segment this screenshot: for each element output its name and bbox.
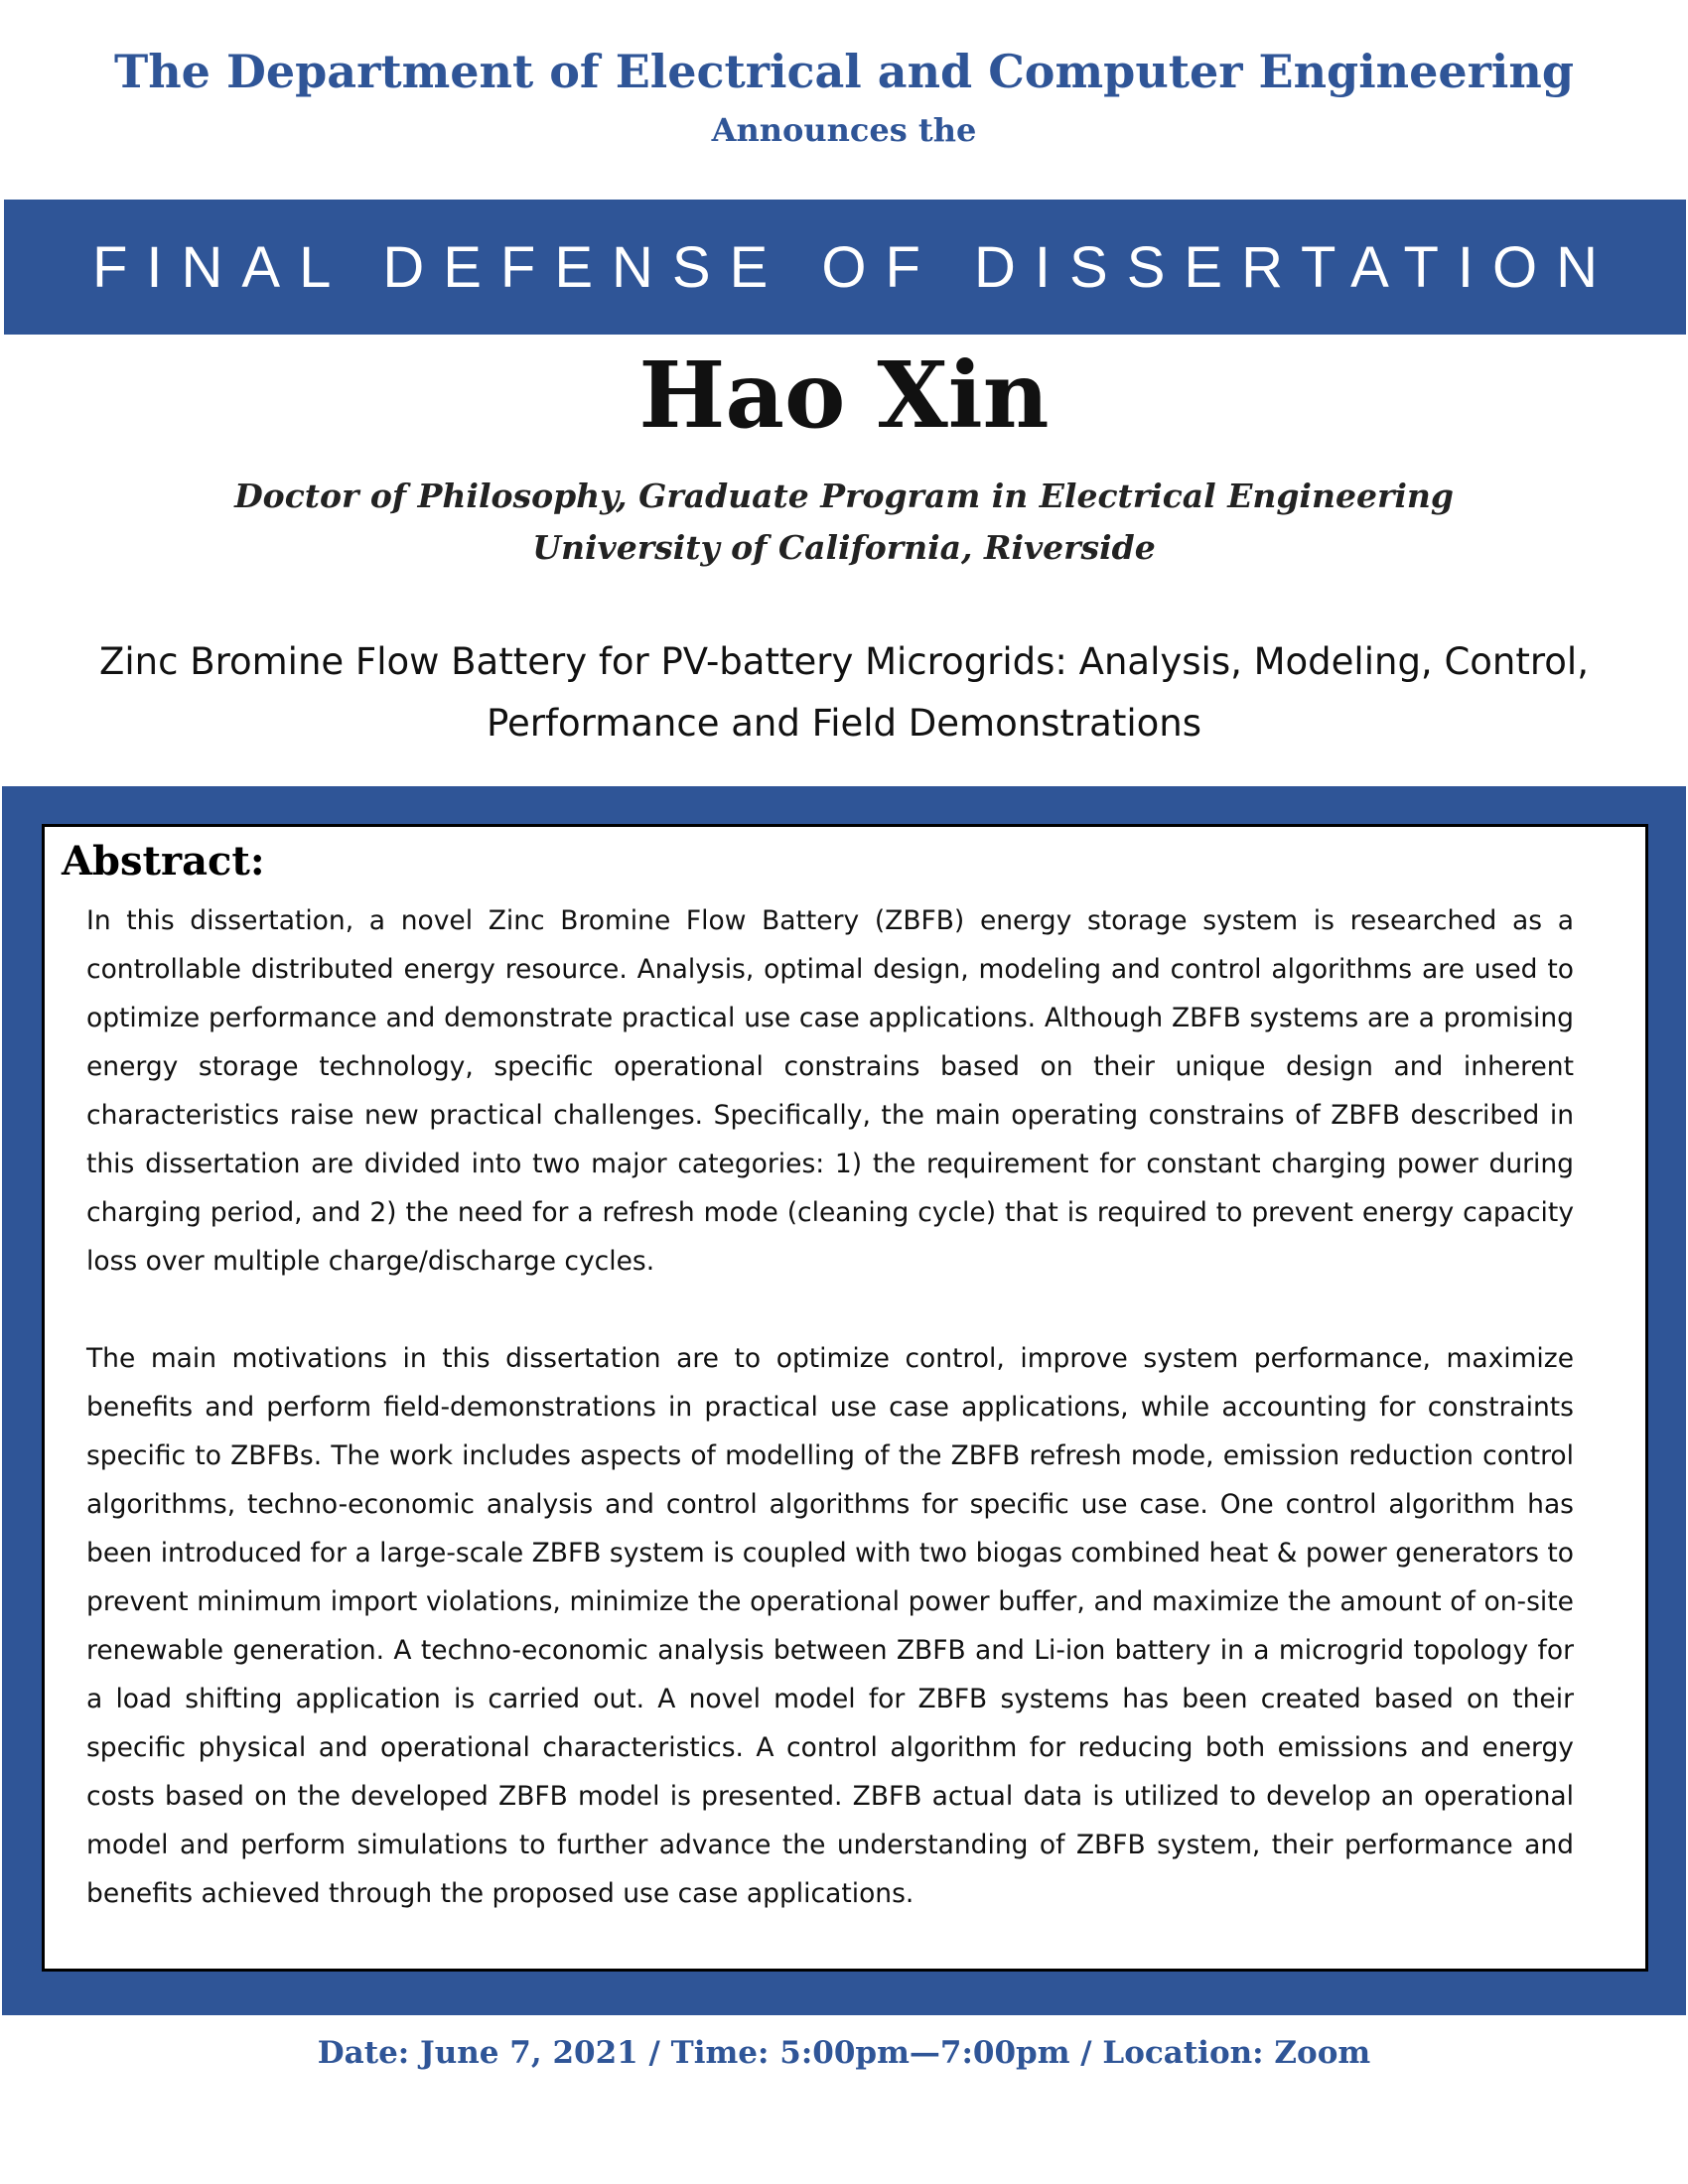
banner-title: FINAL DEFENSE OF DISSERTATION xyxy=(92,234,1617,300)
title-banner xyxy=(4,200,1686,335)
degree-program: Doctor of Philosophy, Graduate Program in Electrical Engineering xyxy=(234,477,1454,515)
dissertation-title-line-2: Performance and Field Demonstrations xyxy=(487,702,1201,745)
degree-block xyxy=(0,471,1688,574)
announces-line: Announces the xyxy=(711,111,977,149)
department-heading: The Department of Electrical and Computer Engineering xyxy=(114,45,1574,98)
dissertation-title xyxy=(40,631,1648,754)
university-name: University of California, Riverside xyxy=(532,528,1156,567)
abstract-heading: Abstract: xyxy=(62,838,265,885)
abstract-frame xyxy=(2,786,1686,2015)
candidate-name: Hao Xin xyxy=(638,341,1050,449)
abstract-paragraph: In this dissertation, a novel Zinc Bromine Flow Battery (ZBFB) energy storage system is researched as a controllable distributed energy resource. Analysis, optimal design, modeling and control algorithms are used to optimize performance and demonstrate practical use case applications. Although ZBFB systems are a promising energy storage technology, specific operational constrains based on their unique design and inherent characteristics raise new practical challenges. Specifically, the main operating constrains of ZBFB described in this dissertation are divided into two major categories: 1) the requirement for constant charging power during charging period, and 2) the need for a refresh mode (cleaning cycle) that is required to prevent energy capacity loss over multiple charge/discharge cycles. xyxy=(86,905,1574,1277)
abstract-box xyxy=(42,824,1648,1972)
abstract-body xyxy=(86,896,1574,1918)
dissertation-title-line-1: Zinc Bromine Flow Battery for PV-battery Microgrids: Analysis, Modeling, Control, xyxy=(99,640,1589,683)
abstract-paragraph: The main motivations in this dissertation are to optimize control, improve system performance, maximize benefits and perform field-demonstrations in practical use case applications, while accounting for constraints specific to ZBFBs. The work includes aspects of modelling of the ZBFB refresh mode, emission reduction control algorithms, techno-economic analysis and control algorithms for specific use case. One control algorithm has been introduced for a large-scale ZBFB system is coupled with two biogas combined heat & power generators to prevent minimum import violations, minimize the operational power buffer, and maximize the amount of on-site renewable generation. A techno-economic analysis between ZBFB and Li-ion battery in a microgrid topology for a load shifting application is carried out. A novel model for ZBFB systems has been created based on their specific physical and operational characteristics. A control algorithm for reducing both emissions and energy costs based on the developed ZBFB model is presented. ZBFB actual data is utilized to develop an operational model and perform simulations to further advance the understanding of ZBFB system, their performance and benefits achieved through the proposed use case applications. xyxy=(86,1343,1574,1909)
event-details: Date: June 7, 2021 / Time: 5:00pm—7:00pm / Location: Zoom xyxy=(317,2035,1371,2071)
